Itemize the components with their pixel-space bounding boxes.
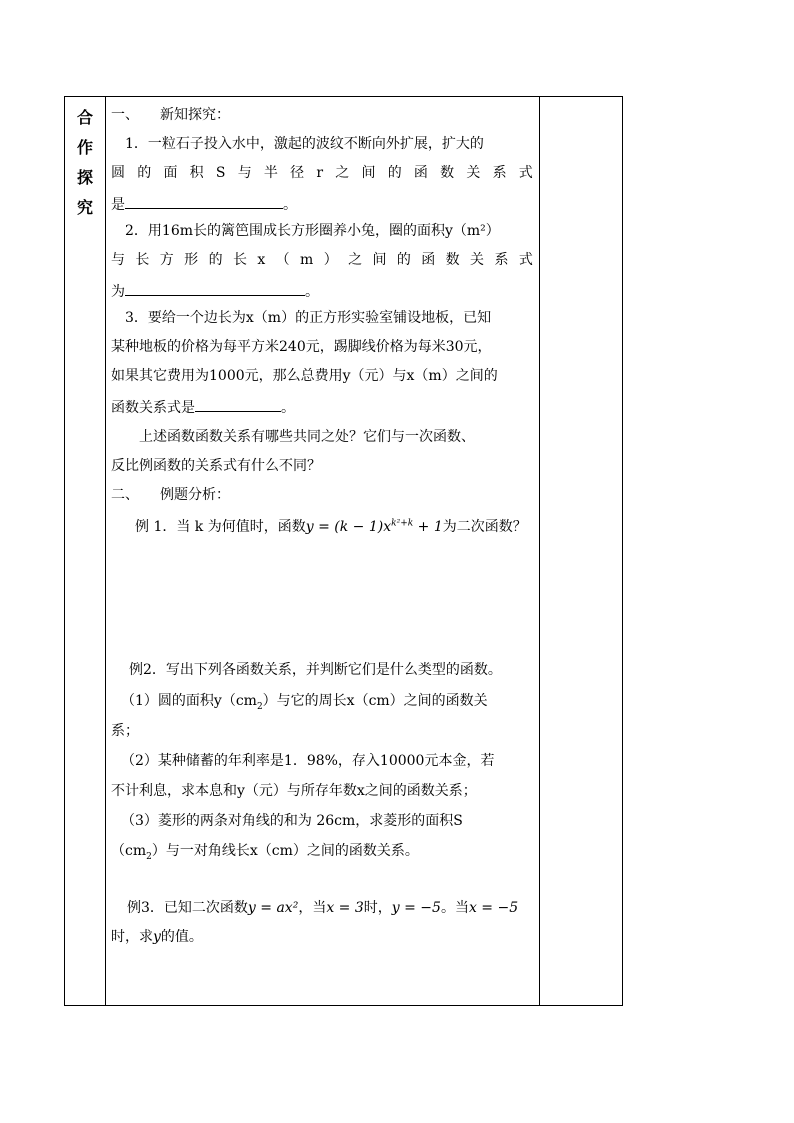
q3-line2: 某种地板的价格为每平方米240元，踢脚线价格为每米30元， [111,339,492,355]
justified-char: 径 [290,165,305,181]
justified-char: ） [323,252,338,268]
reflection-line2: 反比例函数的关系式有什么不同？ [111,458,321,474]
justified-char: 的 [208,252,223,268]
justified-char: S [215,165,226,181]
justified-char: 函 [421,252,436,268]
justified-char: 与 [237,165,252,181]
side-label-char: 合 [76,108,93,127]
justified-char: 与 [111,252,125,268]
ex2-item2-line1: （2）某种储蓄的年利率是1．98%，存入10000元本金，若 [121,753,495,769]
ex2-item3-line2 [111,841,419,861]
q1-suffix: 。 [283,197,297,213]
ex3-text-6: 的值。 [160,929,203,945]
ex1-formula-exponent: k²+k [391,518,414,529]
justified-char: 之 [335,165,350,181]
q3-prefix: 函数关系式是 [111,400,195,416]
justified-char: 数 [440,165,455,181]
justified-char: 数 [445,252,460,268]
example3-line2 [111,927,203,947]
ex3-formula-3: y = −5 [391,900,441,916]
q3-line1: 3．要给一个边长为x（m）的正方形实验室铺设地板，已知 [125,310,492,326]
q1-line1: 1．一粒石子投入水中，激起的波纹不断向外扩展，扩大的 [125,136,484,152]
q3-suffix: 。 [281,400,295,416]
justified-char: 关 [470,252,485,268]
ex2-item1-sub: 2 [256,701,263,712]
justified-char: 式 [518,252,533,268]
section2-heading: 二、 例题分析： [111,487,230,503]
reflection-line1: 上述函数函数关系有哪些共同之处？它们与一次函数、 [139,429,475,445]
justified-char: 圆 [111,165,125,181]
justified-char: （ [275,252,290,268]
justified-char: 方 [159,252,174,268]
justified-char: 间 [361,165,376,181]
justified-char: 之 [348,252,363,268]
justified-char: 关 [466,165,481,181]
justified-char: 半 [263,165,278,181]
q2-line3 [111,279,319,302]
justified-char: 式 [518,165,533,181]
q2-answer-blank [125,279,305,296]
q2-prefix: 为 [111,284,125,300]
ex1-suffix: 为二次函数？ [442,519,527,535]
q1-line2 [111,163,533,183]
q2-line1: 2．用16m长的篱笆围成长方形圈养小兔，圈的面积y（m²） [125,223,500,239]
justified-char: r [316,165,324,181]
lesson-table [64,96,623,1006]
ex2-item3-text-a: （cm [111,843,147,859]
q2-suffix: 。 [305,284,319,300]
q1-answer-blank [125,192,283,209]
example1 [135,517,527,537]
ex3-formula-2: x = 3 [326,900,364,916]
side-label-char: 作 [76,138,93,157]
q1-line3 [111,192,297,215]
ex3-formula-1: y = ax² [247,900,299,916]
justified-char: 长 [135,252,150,268]
justified-char: 系 [492,165,507,181]
main-content-cell [105,97,539,1005]
ex3-formula-4: x = −5 [468,900,519,916]
ex2-item1-line2: 系； [111,723,139,739]
ex3-text-1: 例3．已知二次函数 [127,900,248,916]
ex1-prefix: 例 1．当 k 为何值时，函数 [135,519,306,535]
ex3-text-3: 时， [363,900,392,916]
q1-prefix: 是 [111,197,125,213]
ex2-item2-line2: 不计利息，求本息和y（元）与所存年数x之间的函数关系； [111,783,477,799]
ex1-formula-main: y = (k − 1)x [305,519,392,535]
ex3-text-2: ，当 [298,900,327,916]
justified-char: 的 [387,165,402,181]
justified-char: 形 [184,252,199,268]
justified-char: 间 [372,252,387,268]
ex3-text-5: 时，求 [111,929,153,945]
justified-char: 长 [232,252,247,268]
q2-line2 [111,250,533,270]
section1-heading: 一、 新知探究： [111,107,230,123]
column-divider-right [539,97,540,1005]
ex2-item3-sub: 2 [146,851,152,862]
ex3-text-4: 。当 [440,900,469,916]
justified-char: x [257,252,266,268]
q3-answer-blank [195,395,281,412]
example2-heading: 例2．写出下列各函数关系，并判断它们是什么类型的函数。 [129,662,502,678]
ex1-formula [306,519,443,535]
ex2-item1-line1 [121,691,488,711]
ex1-formula-tail: + 1 [413,519,443,535]
ex2-item1-text-b: ）与它的周长x（cm）之间的函数关 [262,693,488,709]
justified-char: 函 [413,165,428,181]
q3-line3: 如果其它费用为1000元，那么总费用y（元）与x（m）之间的 [111,368,498,384]
section-side-label [65,103,105,223]
justified-char: 积 [189,165,204,181]
justified-char: 的 [396,252,411,268]
ex2-item3-line1: （3）菱形的两条对角线的和为 26cm，求菱形的面积S [121,813,463,829]
side-label-char: 探 [76,168,93,187]
side-label-char: 究 [76,198,93,217]
justified-char: m [300,252,314,268]
justified-char: 的 [137,165,152,181]
ex2-item3-text-b: ）与一对角线长x（cm）之间的函数关系。 [151,843,419,859]
ex3-formula-5: y [153,929,161,945]
q3-line4 [111,395,295,418]
example3-line1 [127,898,518,918]
justified-char: 面 [163,165,178,181]
justified-char: 系 [494,252,509,268]
ex2-item1-text-a: （1）圆的面积y（cm [121,693,257,709]
